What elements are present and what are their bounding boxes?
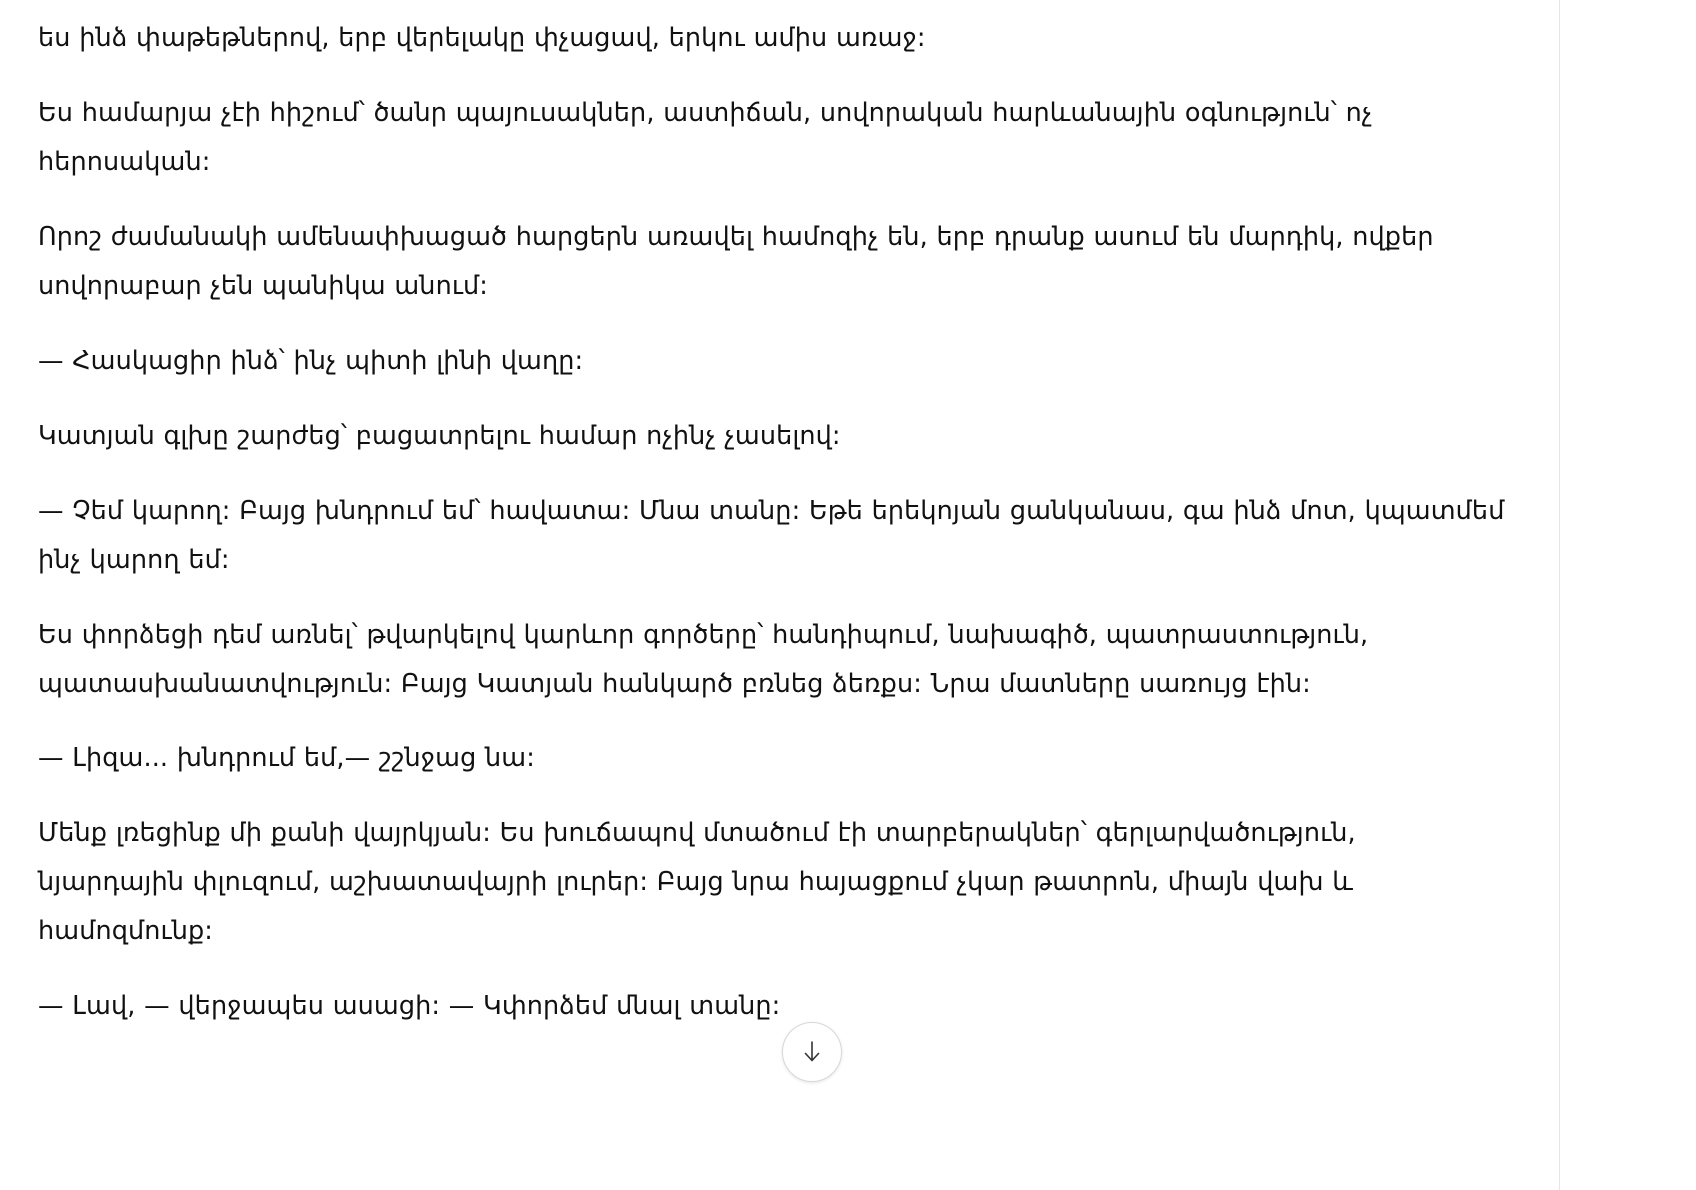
paragraph: Ես համարյա չէի հիշում՝ ծանր պայուսակներ, աստիճան, սովորական հարևանային օգնություն՝ ոչ հերոսական: [38,97,1373,177]
paragraph: Մենք լռեցինք մի քանի վայրկյան: Ես խուճապով մտածում էի տարբերակներ՝ գերլարվածություն, նյարդային փլուզում, աշխատավայրի լուրեր: Բայց նրա հայացքում չկար թատրոն, միայն վախ և համոզմունք: [38,818,1356,947]
paragraph: — Չեմ կարող: Բայց խնդրում եմ՝ հավատա: Մնա տանը: Եթե երեկոյան ցանկանաս, գա ինձ մոտ, կպատմեմ ինչ կարող եմ: [38,495,1505,575]
paragraph: Որոշ ժամանակի ամենափխացած հարցերն առավել համոզիչ են, երբ դրանք ասում են մարդիկ, ովքեր սովորաբար չեն պանիկա անում: [38,221,1434,301]
paragraph: Ես փորձեցի դեմ առնել՝ թվարկելով կարևոր գործերը՝ հանդիպում, նախագիծ, պատրաստություն, պատասխանատվություն: Բայց Կատյան հանկարծ բռնեց ձեռքս: Նրա մատները սառույց էին: [38,619,1369,699]
right-gutter [1559,0,1696,1190]
arrow-down-icon [799,1038,825,1066]
paragraph: ես ինձ փաթեթներով, երբ վերելակը փչացավ, երկու ամիս առաջ: [38,23,926,53]
paragraph: — Լիզա... խնդրում եմ,— շշնջաց նա: [38,743,535,774]
scroll-down-button[interactable] [782,1022,842,1082]
paragraph: Կատյան գլխը շարժեց՝ բացատրելու համար ոչինչ չասելով: [38,420,841,451]
paragraph: — Հասկացիր ինձ՝ ինչ պիտի լինի վաղը: [38,345,584,376]
paragraph: — Լավ, — վերջապես ասացի: — Կփորձեմ մնալ տանը: [38,991,781,1022]
